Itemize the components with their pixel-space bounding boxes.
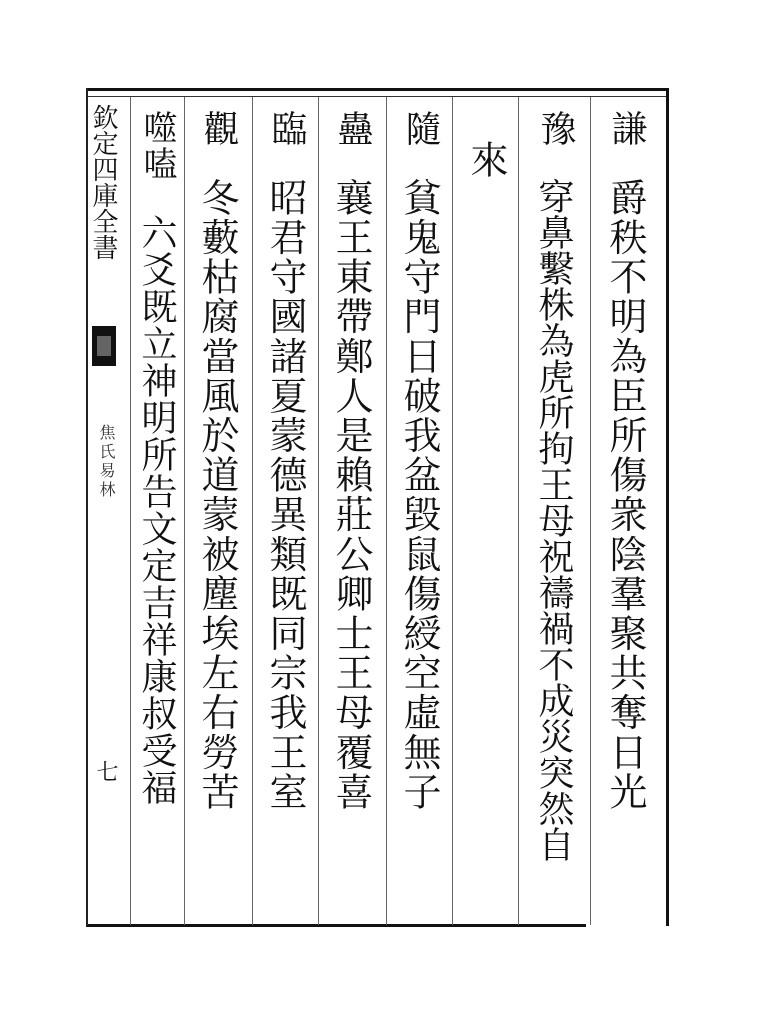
hexagram-title: 隨 [400, 110, 441, 148]
hexagram-title: 豫 [535, 110, 576, 148]
hexagram-title: 謙 [606, 110, 647, 148]
column-rule [252, 97, 253, 925]
column-rule [590, 97, 591, 925]
frame-right-border [666, 88, 669, 926]
verse-text-continuation: 來 [464, 140, 508, 180]
frame-top-border [86, 88, 668, 91]
hexagram-title: 觀 [198, 110, 239, 148]
verse-text: 穿鼻繫株為虎所拘王母祝禱禍不成災突然自 [533, 178, 574, 862]
fish-tail-mark-icon [92, 326, 116, 366]
page-number: 七 [93, 760, 118, 782]
verse-text: 昭君守國諸夏蒙德異類既同宗我王室 [263, 178, 307, 812]
hexagram-title: 臨 [266, 110, 307, 148]
column-rule [130, 97, 131, 925]
verse-text: 襄王東帶鄭人是賴莊公卿士王母覆喜 [329, 178, 373, 812]
verse-text: 貧鬼守門日破我盆毀鼠傷綬空虛無子 [397, 178, 441, 812]
column-rule [386, 97, 387, 925]
frame-top-inner-border [86, 96, 668, 97]
frame-bottom-border [86, 924, 586, 927]
column-rule [452, 97, 453, 925]
column-rule [518, 97, 519, 925]
column-rule [184, 97, 185, 925]
hexagram-title: 蠱 [332, 110, 373, 148]
verse-text: 爵秩不明為臣所傷衆陰羣聚共奪日光 [603, 178, 647, 812]
verse-text: 冬藪枯腐當風於道蒙被塵埃左右勞苦 [195, 178, 239, 812]
collection-title: 欽定四庫全書 [88, 104, 118, 260]
column-rule [318, 97, 319, 925]
hexagram-title: 噬嗑 [137, 110, 177, 182]
book-title: 焦氏易林 [97, 424, 116, 500]
verse-text: 六爻既立神明所告文定吉祥康叔受福 [136, 214, 177, 806]
